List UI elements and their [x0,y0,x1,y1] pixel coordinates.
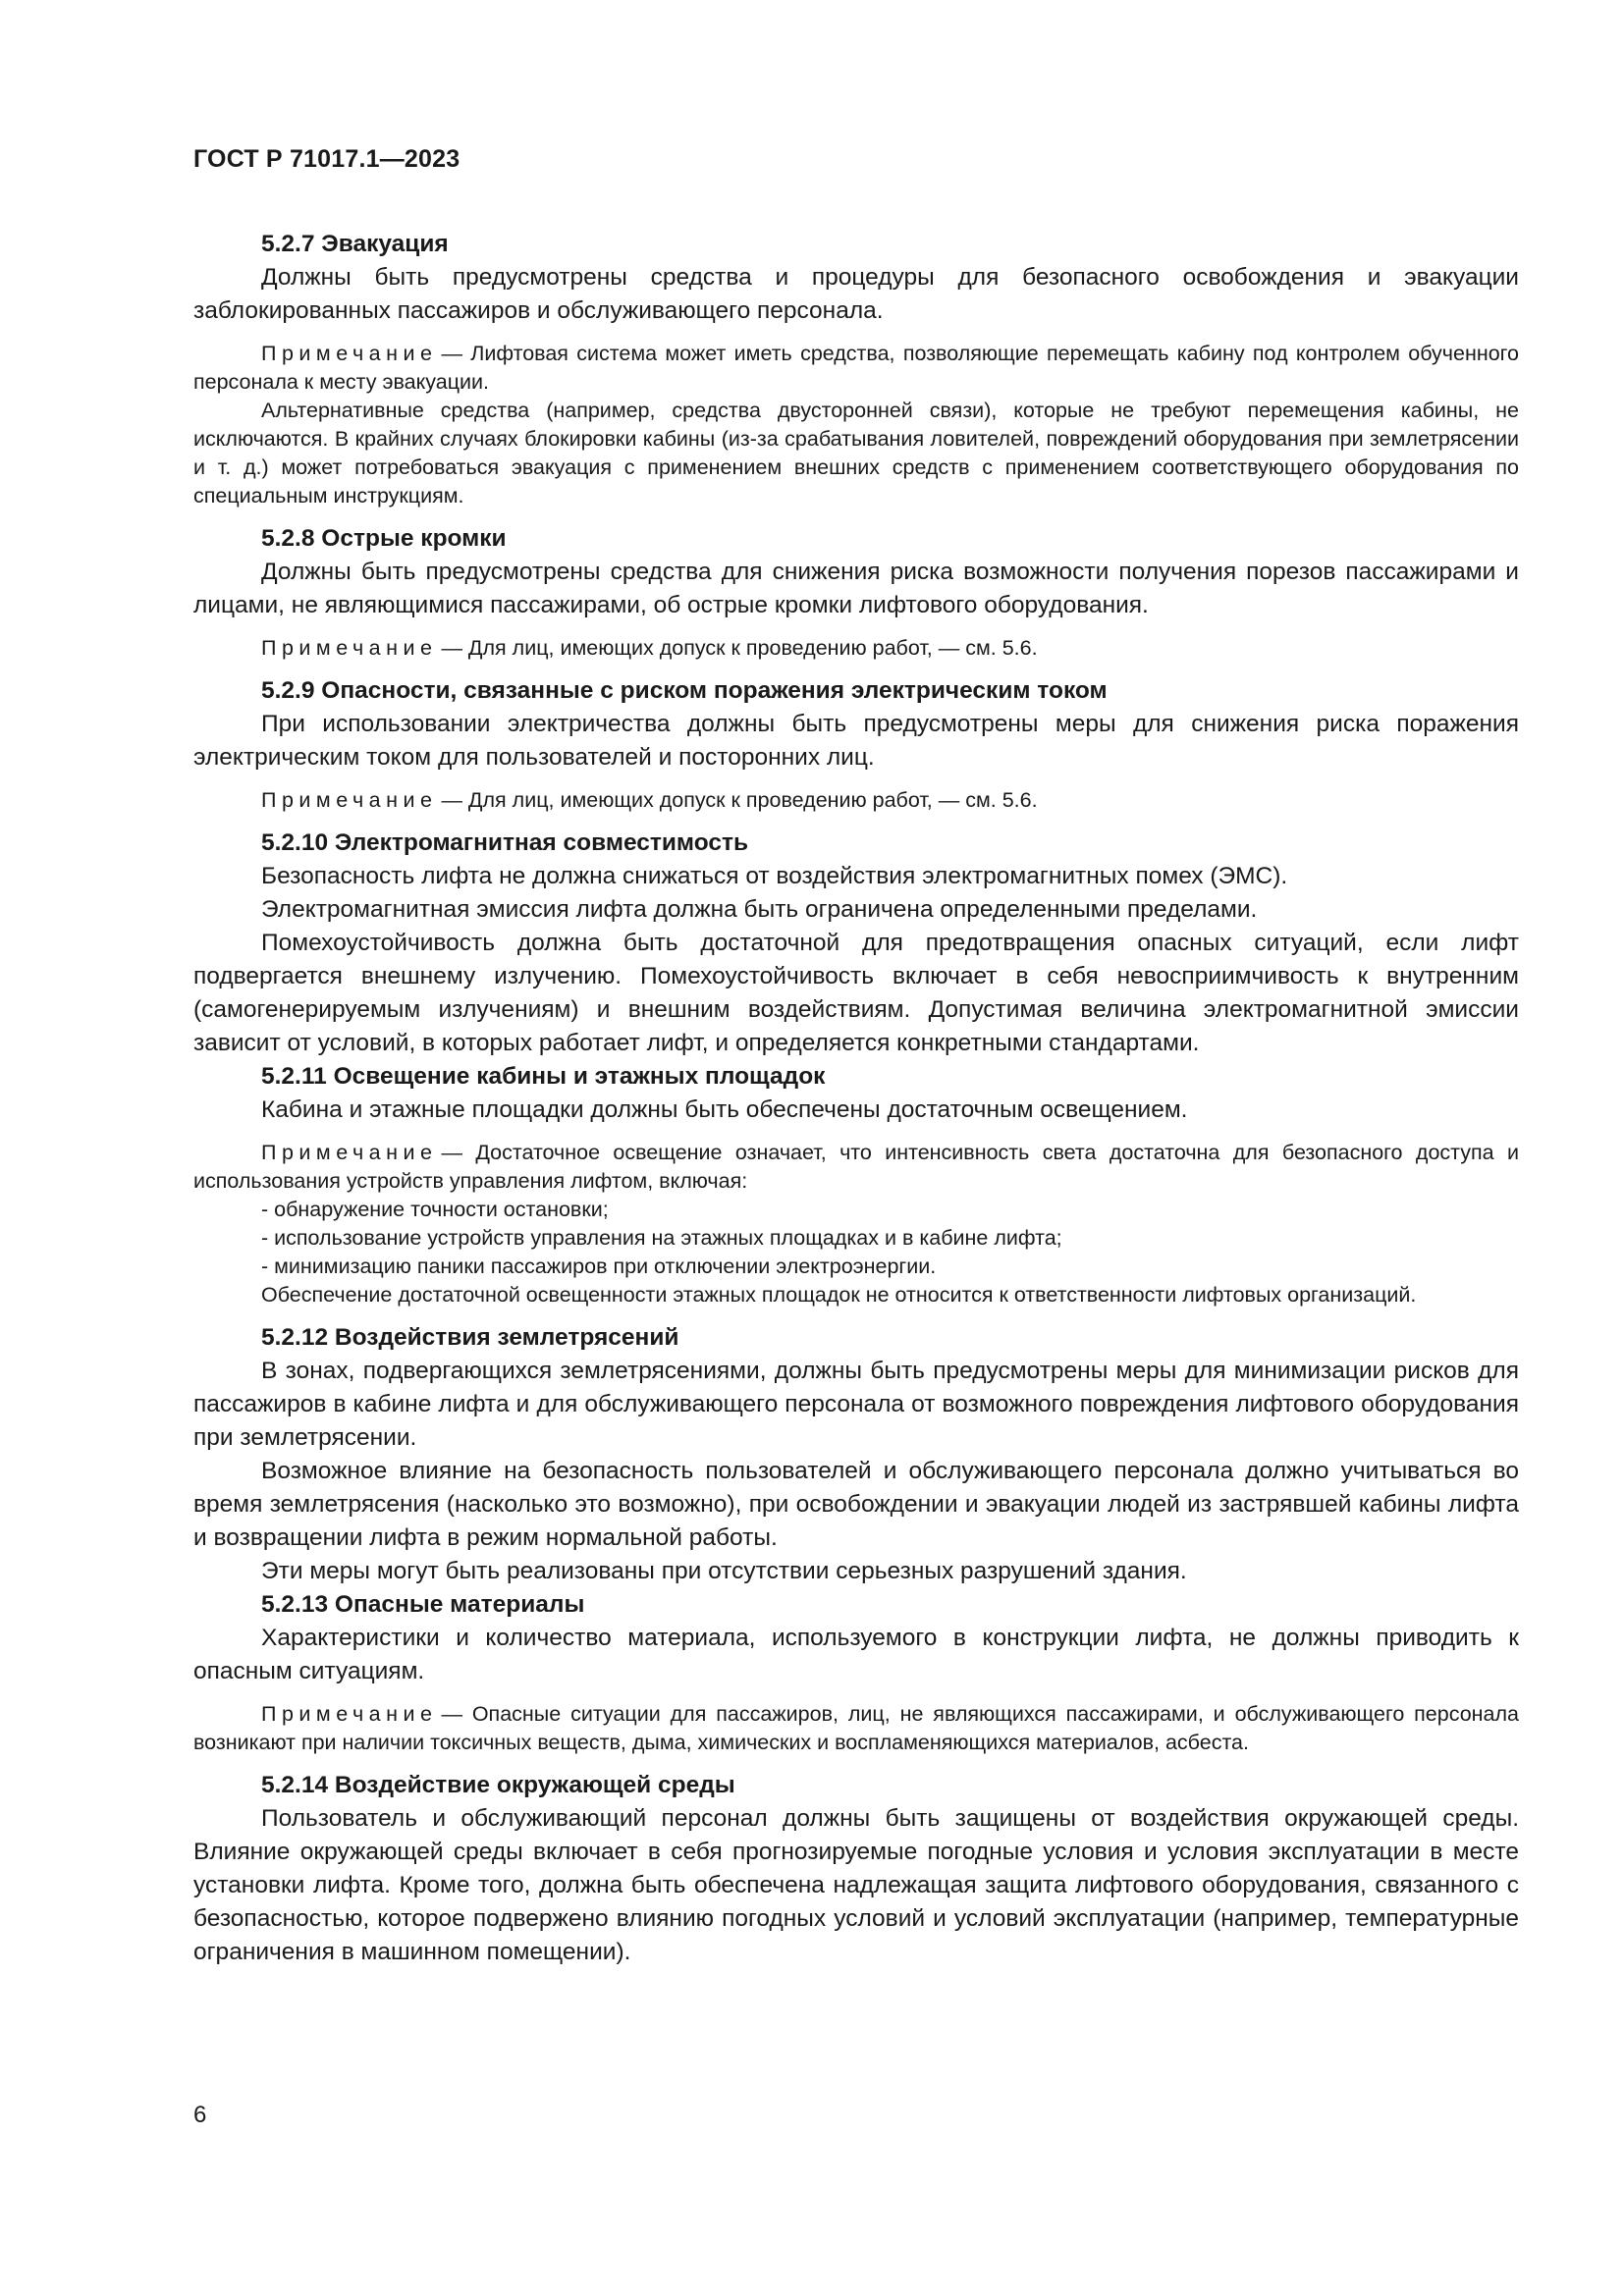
body-paragraph: Характеристики и количество материала, используемого в конструкции лифта, не должны приводить к опасным ситуациям. [193,1625,1519,1684]
section-heading: 5.2.11 Освещение кабины и этажных площадок [261,1063,826,1090]
body-paragraph: Безопасность лифта не должна снижаться от воздействия электромагнитных помех (ЭМС). [261,863,1288,889]
section-heading: 5.2.8 Острые кромки [261,525,507,552]
section-5-2-12 [193,1321,1519,1588]
section-heading: 5.2.9 Опасности, связанные с риском поражения электрическим током [261,677,1108,704]
body-paragraph: Должны быть предусмотрены средства для снижения риска возможности получения порезов пассажирами и лицами, не являющимися пассажирами, об острые кромки лифтового оборудования. [193,559,1519,618]
note-label: Примечание [261,636,438,660]
note-label: Примечание [261,788,438,812]
section-5-2-7 [193,228,1519,510]
list-item: - минимизацию паники пассажиров при отключении электроэнергии. [261,1255,937,1278]
body-paragraph: При использовании электричества должны быть предусмотрены меры для снижения риска поражения электрическим током для пользователей и посторонних лиц. [193,711,1519,771]
body-paragraph: В зонах, подвергающихся землетрясениями, должны быть предусмотрены меры для минимизации рисков для пассажиров в кабине лифта и для обслуживающего персонала от возможного повреждения лифтового оборудования при землетрясении. [193,1358,1519,1451]
note-text: — Для лиц, имеющих допуск к проведению работ, — см. 5.6. [441,636,1038,660]
list-item: - обнаружение точности остановки; [261,1198,609,1221]
section-5-2-11 [193,1060,1519,1309]
note-label: Примечание [261,1141,438,1164]
body-paragraph: Эти меры могут быть реализованы при отсутствии серьезных разрушений здания. [261,1558,1187,1584]
note [193,634,1519,663]
page-number: 6 [193,2102,207,2128]
note-text: — Опасные ситуации для пассажиров, лиц, не являющихся пассажирами, и обслуживающего персонала возникают при наличии токсичных веществ, дыма, химических и воспламеняющихся материалов, асбеста. [193,1702,1519,1754]
note-continuation: Альтернативные средства (например, средства двусторонней связи), которые не требуют перемещения кабины, не исключаются. В крайних случаях блокировки кабины (из-за срабатывания ловителей, повреждений оборудования при землетрясении и т. д.) может потребоваться эвакуация с применением внешних средств с применением соответствующего оборудования по специальным инструкциям. [193,399,1519,507]
section-heading: 5.2.10 Электромагнитная совместимость [261,829,749,856]
note-label: Примечание [261,342,438,365]
body-paragraph: Должны быть предусмотрены средства и процедуры для безопасного освобождения и эвакуации заблокированных пассажиров и обслуживающего персонала. [193,264,1519,324]
note-text: — Достаточное освещение означает, что интенсивность света достаточна для безопасного доступа и использования устройств управления лифтом, включая: [193,1141,1519,1193]
section-heading: 5.2.14 Воздействие окружающей среды [261,1772,735,1798]
document-id: ГОСТ Р 71017.1—2023 [193,145,460,173]
body-paragraph: Возможное влияние на безопасность пользователей и обслуживающего персонала должно учитываться во время землетрясения (насколько это возможно), при освобождении и эвакуации людей из застрявшей кабины лифта и возвращении лифта в режим нормальной работы. [193,1458,1519,1551]
section-5-2-9 [193,674,1519,815]
section-heading: 5.2.13 Опасные материалы [261,1591,585,1618]
note [193,786,1519,815]
section-5-2-13 [193,1588,1519,1757]
section-5-2-8 [193,522,1519,663]
note-text: — Лифтовая система может иметь средства, позволяющие перемещать кабину под контролем обученного персонала к месту эвакуации. [193,342,1519,394]
body-paragraph: Помехоустойчивость должна быть достаточной для предотвращения опасных ситуаций, если лифт подвергается внешнему излучению. Помехоустойчивость включает в себя невосприимчивость к внутренним (самогенерируемым излучениям) и внешним воздействиям. Допустимая величина электромагнитной эмиссии зависит от условий, в которых работает лифт, и определяется конкретными стандартами. [193,930,1519,1056]
section-5-2-14 [193,1769,1519,1969]
body-paragraph: Кабина и этажные площадки должны быть обеспечены достаточным освещением. [261,1096,1188,1123]
note-label: Примечание [261,1702,438,1726]
document-body [193,228,1519,1969]
note [193,340,1519,397]
body-paragraph: Пользователь и обслуживающий персонал должны быть защищены от воздействия окружающей среды. Влияние окружающей среды включает в себя прогнозируемые погодные условия и условия эксплуатации в месте установки лифта. Кроме того, должна быть обеспечена надлежащая защита лифтового оборудования, связанного с безопасностью, которое подвержено влиянию погодных условий и условий эксплуатации (например, температурные ограничения в машинном помещении). [193,1805,1519,1965]
list-item: - использование устройств управления на этажных площадках и в кабине лифта; [261,1226,1062,1250]
note-text: — Для лиц, имеющих допуск к проведению работ, — см. 5.6. [441,788,1038,812]
body-paragraph: Электромагнитная эмиссия лифта должна быть ограничена определенными пределами. [261,896,1258,923]
note [193,1139,1519,1196]
note [193,1700,1519,1757]
section-heading: 5.2.7 Эвакуация [261,231,449,257]
section-5-2-10 [193,827,1519,1060]
note-continuation: Обеспечение достаточной освещенности этажных площадок не относится к ответственности лифтовых организаций. [261,1283,1417,1307]
section-heading: 5.2.12 Воздействия землетрясений [261,1324,679,1351]
